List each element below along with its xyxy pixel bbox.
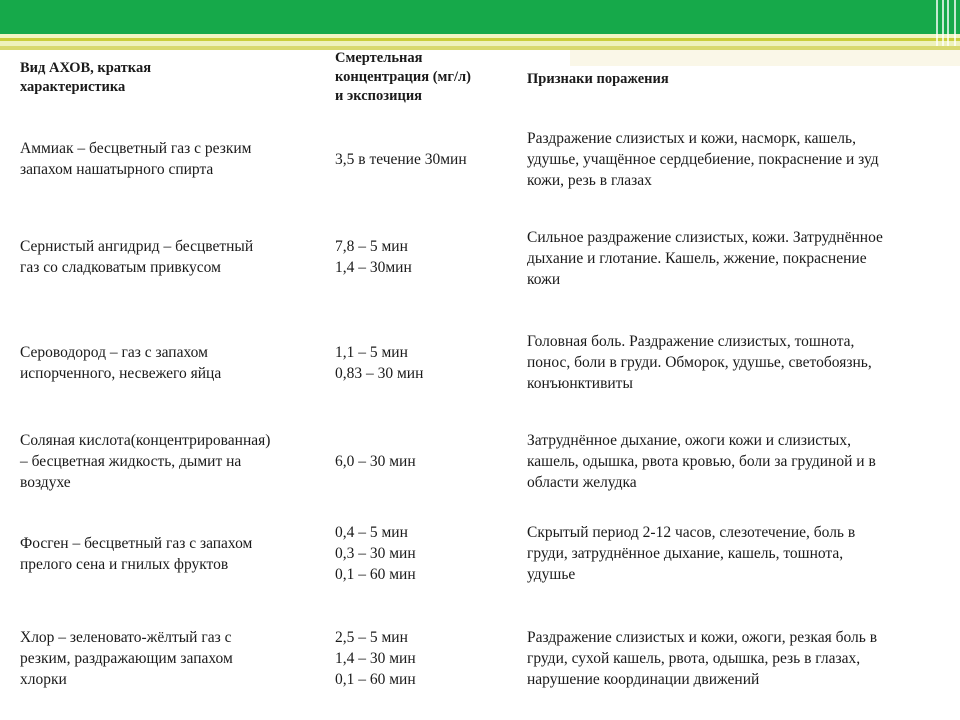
header-symptoms: Признаки поражения xyxy=(527,71,669,87)
table-row-symptoms: Затруднённое дыхание, ожоги кожи и слизистых, кашель, одышка, рвота кровью, боли за грудиной и в области желудка xyxy=(527,432,876,491)
table-row-substance: Соляная кислота(концентрированная) – бесцветная жидкость, дымит на воздухе xyxy=(20,432,271,491)
table-row-substance: Хлор – зеленовато-жёлтый газ с резким, раздражающим запахом хлорки xyxy=(20,629,233,688)
table-row-concentration: 7,8 – 5 мин 1,4 – 30мин xyxy=(335,238,412,276)
table-row-substance: Сернистый ангидрид – бесцветный газ со сладковатым привкусом xyxy=(20,238,254,276)
table-row-symptoms: Сильное раздражение слизистых, кожи. Затруднённое дыхание и глотание. Кашель, жжение, покраснение кожи xyxy=(527,229,883,288)
table-row-concentration: 1,1 – 5 мин 0,83 – 30 мин xyxy=(335,344,424,382)
table-row-symptoms: Раздражение слизистых и кожи, ожоги, резкая боль в груди, сухой кашель, рвота, одышка, резь в глазах, нарушение координации движений xyxy=(527,629,878,688)
table-row-substance: Аммиак – бесцветный газ с резким запахом нашатырного спирта xyxy=(20,140,252,178)
table-row-symptoms: Раздражение слизистых и кожи, насморк, кашель, удушье, учащённое сердцебиение, покраснение и зуд кожи, резь в глазах xyxy=(527,130,879,189)
table-row-concentration: 2,5 – 5 мин 1,4 – 30 мин 0,1 – 60 мин xyxy=(335,629,416,688)
table-row-symptoms: Головная боль. Раздражение слизистых, тошнота, понос, боли в груди. Обморок, удушье, светобоязнь, конъюнктивиты xyxy=(527,333,872,392)
table-row-concentration: 0,4 – 5 мин 0,3 – 30 мин 0,1 – 60 мин xyxy=(335,524,416,583)
table-row-symptoms: Скрытый период 2-12 часов, слезотечение, боль в груди, затруднённое дыхание, кашель, тошнота, удушье xyxy=(527,524,856,583)
table-row-concentration: 6,0 – 30 мин xyxy=(335,453,416,470)
table-row-concentration: 3,5 в течение 30мин xyxy=(335,151,467,168)
header-substance: Вид АХОВ, краткая характеристика xyxy=(20,60,152,95)
table-row-substance: Сероводород – газ с запахом испорченного, несвежего яйца xyxy=(20,344,222,382)
table-row-substance: Фосген – бесцветный газ с запахом прелого сена и гнилых фруктов xyxy=(20,535,253,573)
header-concentration: Смертельная концентрация (мг/л) и экспозиция xyxy=(335,50,471,104)
